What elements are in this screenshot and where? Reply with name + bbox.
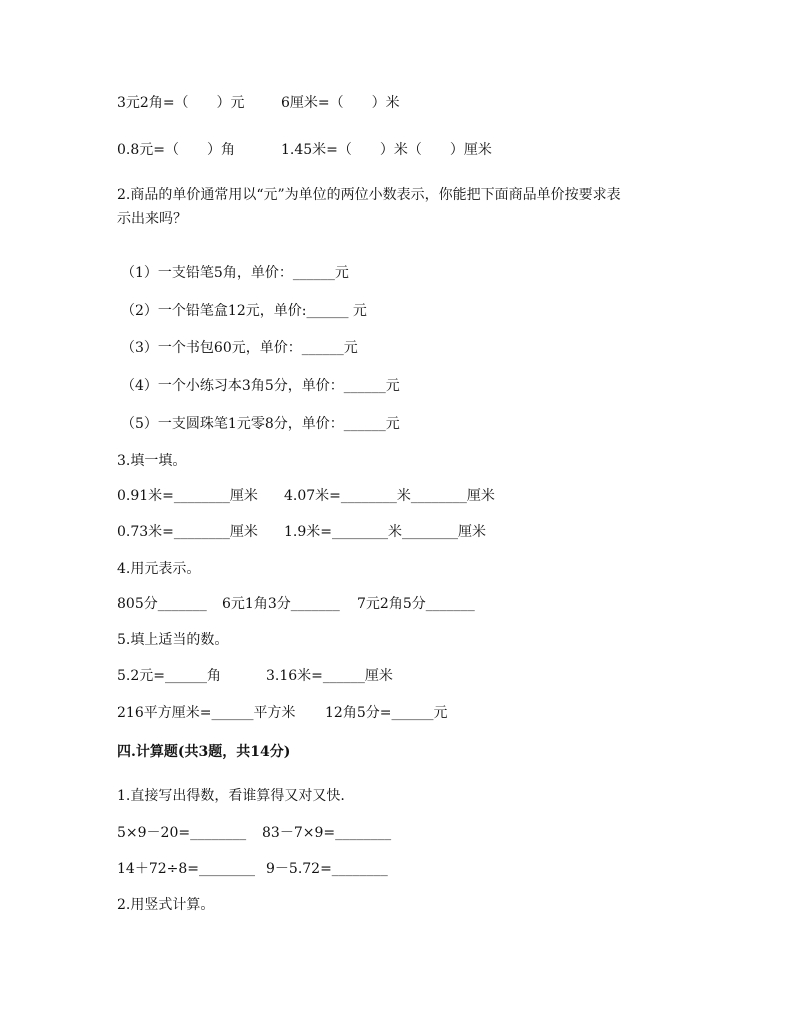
section-heading-calculation: 四.计算题(共3题，共14分): [117, 744, 291, 760]
fill-line-1: [117, 94, 400, 112]
calc-row-1: 5×9－20=________ 83－7×9=________: [117, 825, 392, 841]
price-item-4: （4）一个小练习本3角5分，单价：______元: [121, 378, 400, 394]
question-2-line-1: 2.商品的单价通常用以“元”为单位的两位小数表示，你能把下面商品单价按要求表: [117, 187, 621, 203]
calc-row-2: 14＋72÷8=________ 9－5.72=________: [117, 861, 388, 877]
calc-question-2-title: 2.用竖式计算。: [117, 897, 215, 913]
question-5-row-1: 5.2元=______角 3.16米=______厘米: [117, 668, 393, 684]
question-4-title: 4.用元表示。: [117, 561, 201, 577]
price-item-3: （3）一个书包60元，单价：______元: [121, 340, 358, 356]
question-4-row: 805分_______ 6元1角3分_______ 7元2角5分_______: [117, 596, 475, 612]
price-item-5: （5）一支圆珠笔1元零8分，单价：______元: [121, 416, 400, 432]
fill-line-2: [117, 141, 492, 159]
price-item-2: （2）一个铅笔盒12元，单价:______ 元: [121, 303, 367, 319]
question-5-row-2: 216平方厘米=______平方米 12角5分=______元: [117, 705, 448, 721]
item-yuan-to-jiao: 0.8元=（ ）角: [117, 142, 235, 158]
question-3-row-1: 0.91米=________厘米 4.07米=________米________厘米: [117, 488, 495, 504]
item-centimeter: 6厘米=（ ）米: [281, 95, 400, 111]
item-yuan-jiao: 3元2角=（ ）元: [117, 95, 245, 111]
question-2-line-2: 示出来吗？: [117, 211, 187, 227]
price-item-1: （1）一支铅笔5角，单价：______元: [121, 265, 349, 281]
question-5-title: 5.填上适当的数。: [117, 632, 229, 648]
item-meter-split: 1.45米=（ ）米（ ）厘米: [281, 142, 492, 158]
calc-question-1-title: 1.直接写出得数，看谁算得又对又快.: [117, 788, 345, 804]
question-3-row-2: 0.73米=________厘米 1.9米=________米________厘米: [117, 524, 486, 540]
question-3-title: 3.填一填。: [117, 453, 187, 469]
